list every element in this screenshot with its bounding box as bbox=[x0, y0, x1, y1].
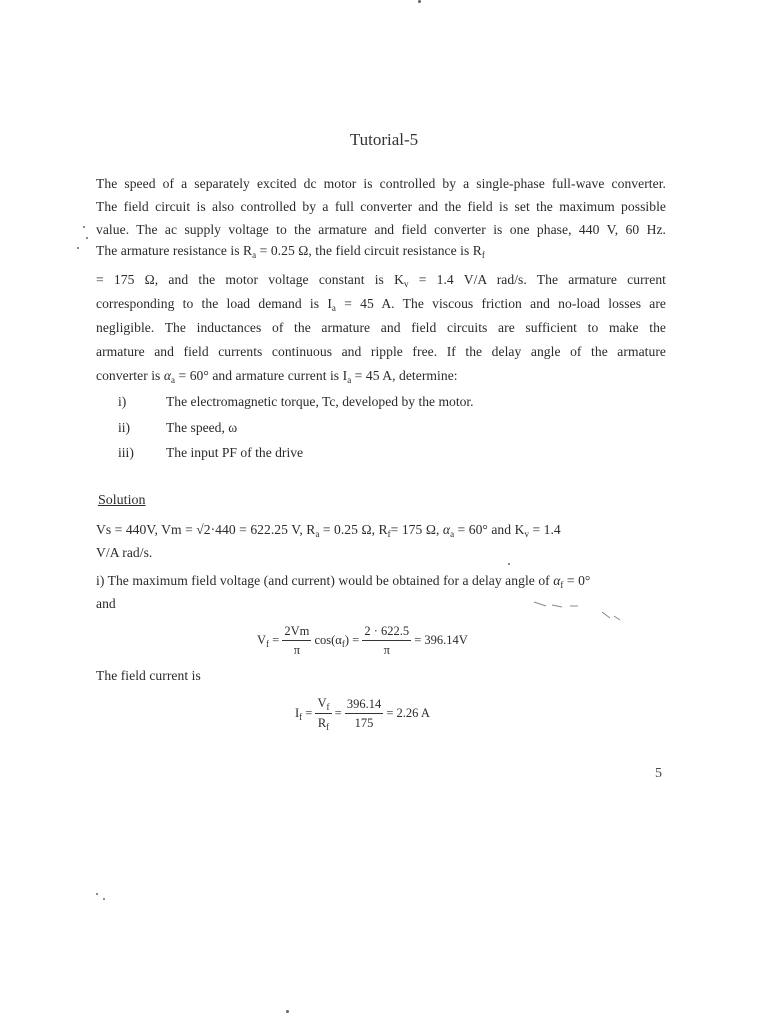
field-current-text: The field current is bbox=[96, 668, 201, 683]
list-item-text: The speed, ω bbox=[166, 420, 238, 435]
paragraph-2-line-4: armature and field currents continuous and ripple free. If the delay angle of the armature bbox=[96, 344, 666, 359]
paragraph-1-line-1: The speed of a separately excited dc motor is controlled by a single-phase full-wave converter. bbox=[96, 176, 666, 191]
subscript: f bbox=[560, 580, 564, 590]
text-span: R bbox=[317, 716, 327, 730]
subscript: f bbox=[326, 722, 330, 732]
text-span: The armature resistance is R bbox=[96, 243, 253, 258]
text-span: = 60° and K bbox=[454, 522, 525, 537]
solution-heading: Solution bbox=[98, 493, 146, 508]
text-span: = 0.25 Ω, the field circuit resistance is R bbox=[256, 243, 482, 258]
fraction-denominator: 175 bbox=[354, 716, 374, 730]
eq-result: = 2.26 A bbox=[386, 705, 430, 720]
scan-speck bbox=[103, 898, 105, 900]
subscript: f bbox=[326, 702, 330, 712]
text-span: = 175 Ω, bbox=[390, 522, 443, 537]
list-item-number: i) bbox=[118, 394, 127, 409]
paragraph-2-line-2 bbox=[96, 296, 666, 316]
fraction-denominator: π bbox=[293, 643, 300, 657]
equals-sign: = bbox=[305, 705, 313, 720]
fraction bbox=[362, 624, 411, 658]
fraction-denominator bbox=[315, 714, 331, 732]
subscript: a bbox=[252, 250, 257, 260]
fraction bbox=[345, 697, 383, 731]
fraction bbox=[282, 624, 311, 658]
subscript: v bbox=[403, 279, 409, 289]
subscript: a bbox=[450, 529, 455, 539]
text-span: = 1.4 bbox=[529, 522, 561, 537]
paragraph-1-line-2: The field circuit is also controlled by a full converter and the field is set the maximum possible bbox=[96, 199, 666, 214]
cos-term: cos(α bbox=[314, 632, 342, 647]
text-span: = 45 A, determine: bbox=[351, 368, 458, 383]
scan-speck bbox=[286, 1010, 289, 1013]
list-item-number: iii) bbox=[118, 445, 134, 460]
list-item-number: ii) bbox=[118, 420, 131, 435]
given-values-line-1 bbox=[96, 522, 561, 542]
text-span: converter is bbox=[96, 368, 164, 383]
equals-sign: = bbox=[334, 705, 342, 720]
fraction-denominator: π bbox=[383, 643, 390, 657]
fraction-numerator bbox=[315, 696, 331, 714]
subscript: v bbox=[524, 529, 530, 539]
field-current-equation bbox=[295, 696, 430, 732]
text-span: = 0° bbox=[563, 573, 591, 588]
text-span: corresponding to the load demand is I bbox=[96, 296, 332, 311]
step-1-text bbox=[96, 573, 590, 593]
field-voltage-equation bbox=[257, 624, 468, 658]
text-span: = 0.25 Ω, R bbox=[319, 522, 388, 537]
page-title: Tutorial-5 bbox=[349, 130, 419, 149]
page-number: 5 bbox=[655, 766, 662, 781]
text-span: Vs = 440V, Vm = √2·440 = 622.25 V, R bbox=[96, 522, 316, 537]
equals-sign: = bbox=[352, 632, 360, 647]
eq-result: = 396.14V bbox=[414, 632, 468, 647]
paragraph-1-line-3: value. The ac supply voltage to the armature and field converter is one phase, 440 V, 60 Hz. bbox=[96, 222, 666, 237]
text-span: = 60° and armature current is I bbox=[175, 368, 348, 383]
subscript: a bbox=[171, 375, 176, 385]
paragraph-1-line-4 bbox=[96, 243, 485, 263]
fraction bbox=[315, 696, 331, 732]
subscript: a bbox=[331, 303, 336, 313]
text-span: = 175 Ω, and the motor voltage constant is K bbox=[96, 272, 404, 287]
text-span: i) The maximum field voltage (and current) would be obtained for a delay angle of bbox=[96, 573, 554, 588]
subscript: f bbox=[266, 638, 270, 649]
text-span: = 1.4 V/A rad/s. The armature current bbox=[408, 272, 666, 287]
alpha-symbol: α bbox=[442, 522, 451, 537]
step-1-and: and bbox=[96, 596, 116, 611]
scan-speck bbox=[83, 226, 85, 228]
list-item-text: The electromagnetic torque, Tc, developed by the motor. bbox=[166, 394, 474, 409]
subscript: f bbox=[299, 711, 303, 722]
subscript: f bbox=[341, 638, 345, 649]
subscript: f bbox=[387, 529, 391, 539]
fraction-numerator: 2 · 622.5 bbox=[362, 624, 411, 641]
subscript: f bbox=[481, 250, 485, 260]
eq-lhs: V bbox=[257, 632, 267, 647]
eq-lhs: I bbox=[295, 705, 300, 720]
paragraph-2-line-3: negligible. The inductances of the armature and field circuits are sufficient to make the bbox=[96, 320, 666, 335]
text-span: V bbox=[317, 696, 327, 710]
scan-speck bbox=[86, 237, 88, 239]
cos-close: ) bbox=[344, 632, 350, 647]
list-item-text: The input PF of the drive bbox=[166, 445, 304, 460]
scan-speck bbox=[77, 247, 79, 249]
alpha-symbol: α bbox=[553, 573, 561, 588]
subscript: a bbox=[315, 529, 320, 539]
scan-speck bbox=[96, 893, 98, 895]
paragraph-2-line-5 bbox=[96, 368, 458, 388]
fraction-numerator: 396.14 bbox=[345, 697, 383, 714]
given-values-line-2: V/A rad/s. bbox=[96, 545, 153, 560]
alpha-symbol: α bbox=[163, 368, 172, 383]
scan-speck bbox=[418, 0, 421, 3]
fraction-numerator: 2Vm bbox=[282, 624, 311, 641]
equals-sign: = bbox=[272, 632, 280, 647]
scan-speck bbox=[508, 563, 510, 565]
text-span: = 45 A. The viscous friction and no-load losses are bbox=[335, 296, 667, 311]
paragraph-2-line-1 bbox=[96, 272, 666, 292]
pencil-scribble bbox=[532, 596, 622, 624]
subscript: a bbox=[347, 375, 352, 385]
